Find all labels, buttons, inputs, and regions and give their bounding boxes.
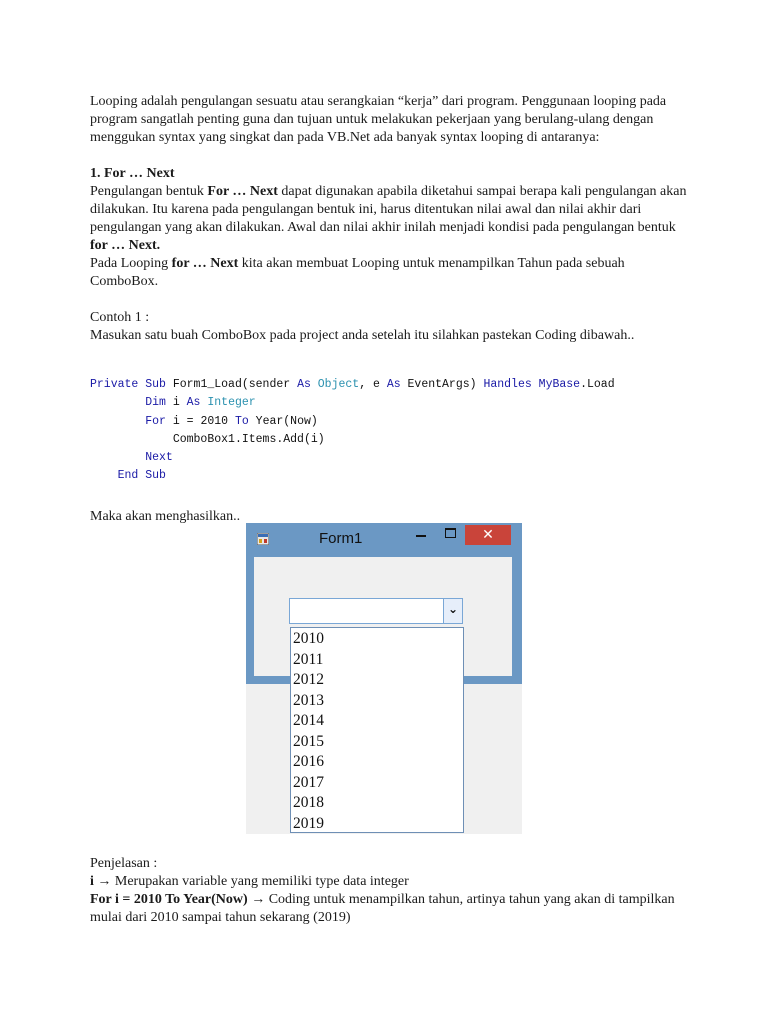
close-button[interactable] (465, 525, 511, 545)
section-paragraph-1: Pengulangan bentuk For … Next dapat digunakan apabila diketahui sampai berapa kali pengulangan akan dilakukan. Itu karena pada pengulangan bentuk ini, harus ditentukan nilai awal dan nilai akhir dari pengulangan yang akan dilakukan. Awal dan nilai akhir inilah menjadi kondisi pada pengulangan bentuk for … Next. (90, 184, 687, 253)
minimize-button[interactable] (416, 535, 426, 537)
chevron-down-icon: ⌄ (448, 602, 459, 616)
intro-paragraph: Looping adalah pengulangan sesuatu atau serangkaian “kerja” dari program. Penggunaan looping pada program sangatlah penting guna dan tujuan untuk melakukan pekerjaan yang berulang-ulang dengan menggukan syntax yang singkat dan pada VB.Net ada banyak syntax looping di antaranya: (90, 94, 667, 145)
explanation-label: Penjelasan : (90, 856, 158, 871)
explanation-for: For i = 2010 To Year(Now) → Coding untuk menampilkan tahun, artinya tahun yang akan di tampilkan mulai dari 2010 sampai tahun sekarang (2019) (90, 892, 675, 925)
code-line-3: For i = 2010 To Year(Now) (145, 414, 318, 428)
dropdown-option[interactable]: 2017 (293, 773, 324, 791)
dropdown-option[interactable]: 2013 (293, 691, 324, 709)
code-line-1: Private Sub Form1_Load(sender As Object, e As EventArgs) Handles MyBase.Load (90, 378, 615, 391)
dropdown-option[interactable]: 2018 (293, 794, 324, 811)
code-block (90, 376, 690, 486)
maximize-button[interactable] (445, 528, 456, 538)
code-line-5: Next (145, 451, 173, 465)
dropdown-option[interactable]: 2015 (293, 732, 324, 750)
form-screenshot (246, 523, 522, 834)
year-combobox[interactable] (289, 598, 463, 624)
combobox-dropdown-button[interactable] (443, 599, 462, 623)
example-label: Contoh 1 : (90, 310, 150, 325)
explanation-i: i → Merupakan variable yang memiliki type data integer (90, 874, 409, 889)
code-line-4: ComboBox1.Items.Add(i) (172, 432, 325, 446)
example-instruction: Masukan satu buah ComboBox pada project anda setelah itu silahkan pastekan Coding dibawah.. (90, 328, 635, 343)
section-paragraph-2: Pada Looping for … Next kita akan membuat Looping untuk menampilkan Tahun pada sebuah ComboBox. (90, 256, 625, 289)
dropdown-option[interactable]: 2012 (293, 671, 324, 688)
dropdown-option[interactable]: 2011 (293, 650, 324, 668)
code-line-2: Dim i As Integer (145, 396, 256, 410)
article-body (90, 93, 690, 345)
code-line-6: End Sub (117, 469, 166, 483)
dropdown-option[interactable]: 2014 (293, 712, 324, 729)
dropdown-option[interactable]: 2019 (293, 814, 324, 832)
form-title: Form1 (319, 530, 363, 547)
section-heading: 1. For … Next (90, 166, 175, 181)
form-titlebar (246, 523, 522, 553)
explanation (90, 855, 690, 927)
form-app-icon (257, 533, 269, 545)
dropdown-option[interactable]: 2016 (293, 753, 324, 770)
close-icon: ✕ (482, 527, 494, 543)
dropdown-option[interactable]: 2010 (293, 630, 324, 647)
result-label: Maka akan menghasilkan.. (90, 509, 241, 524)
year-dropdown-list (290, 627, 464, 833)
